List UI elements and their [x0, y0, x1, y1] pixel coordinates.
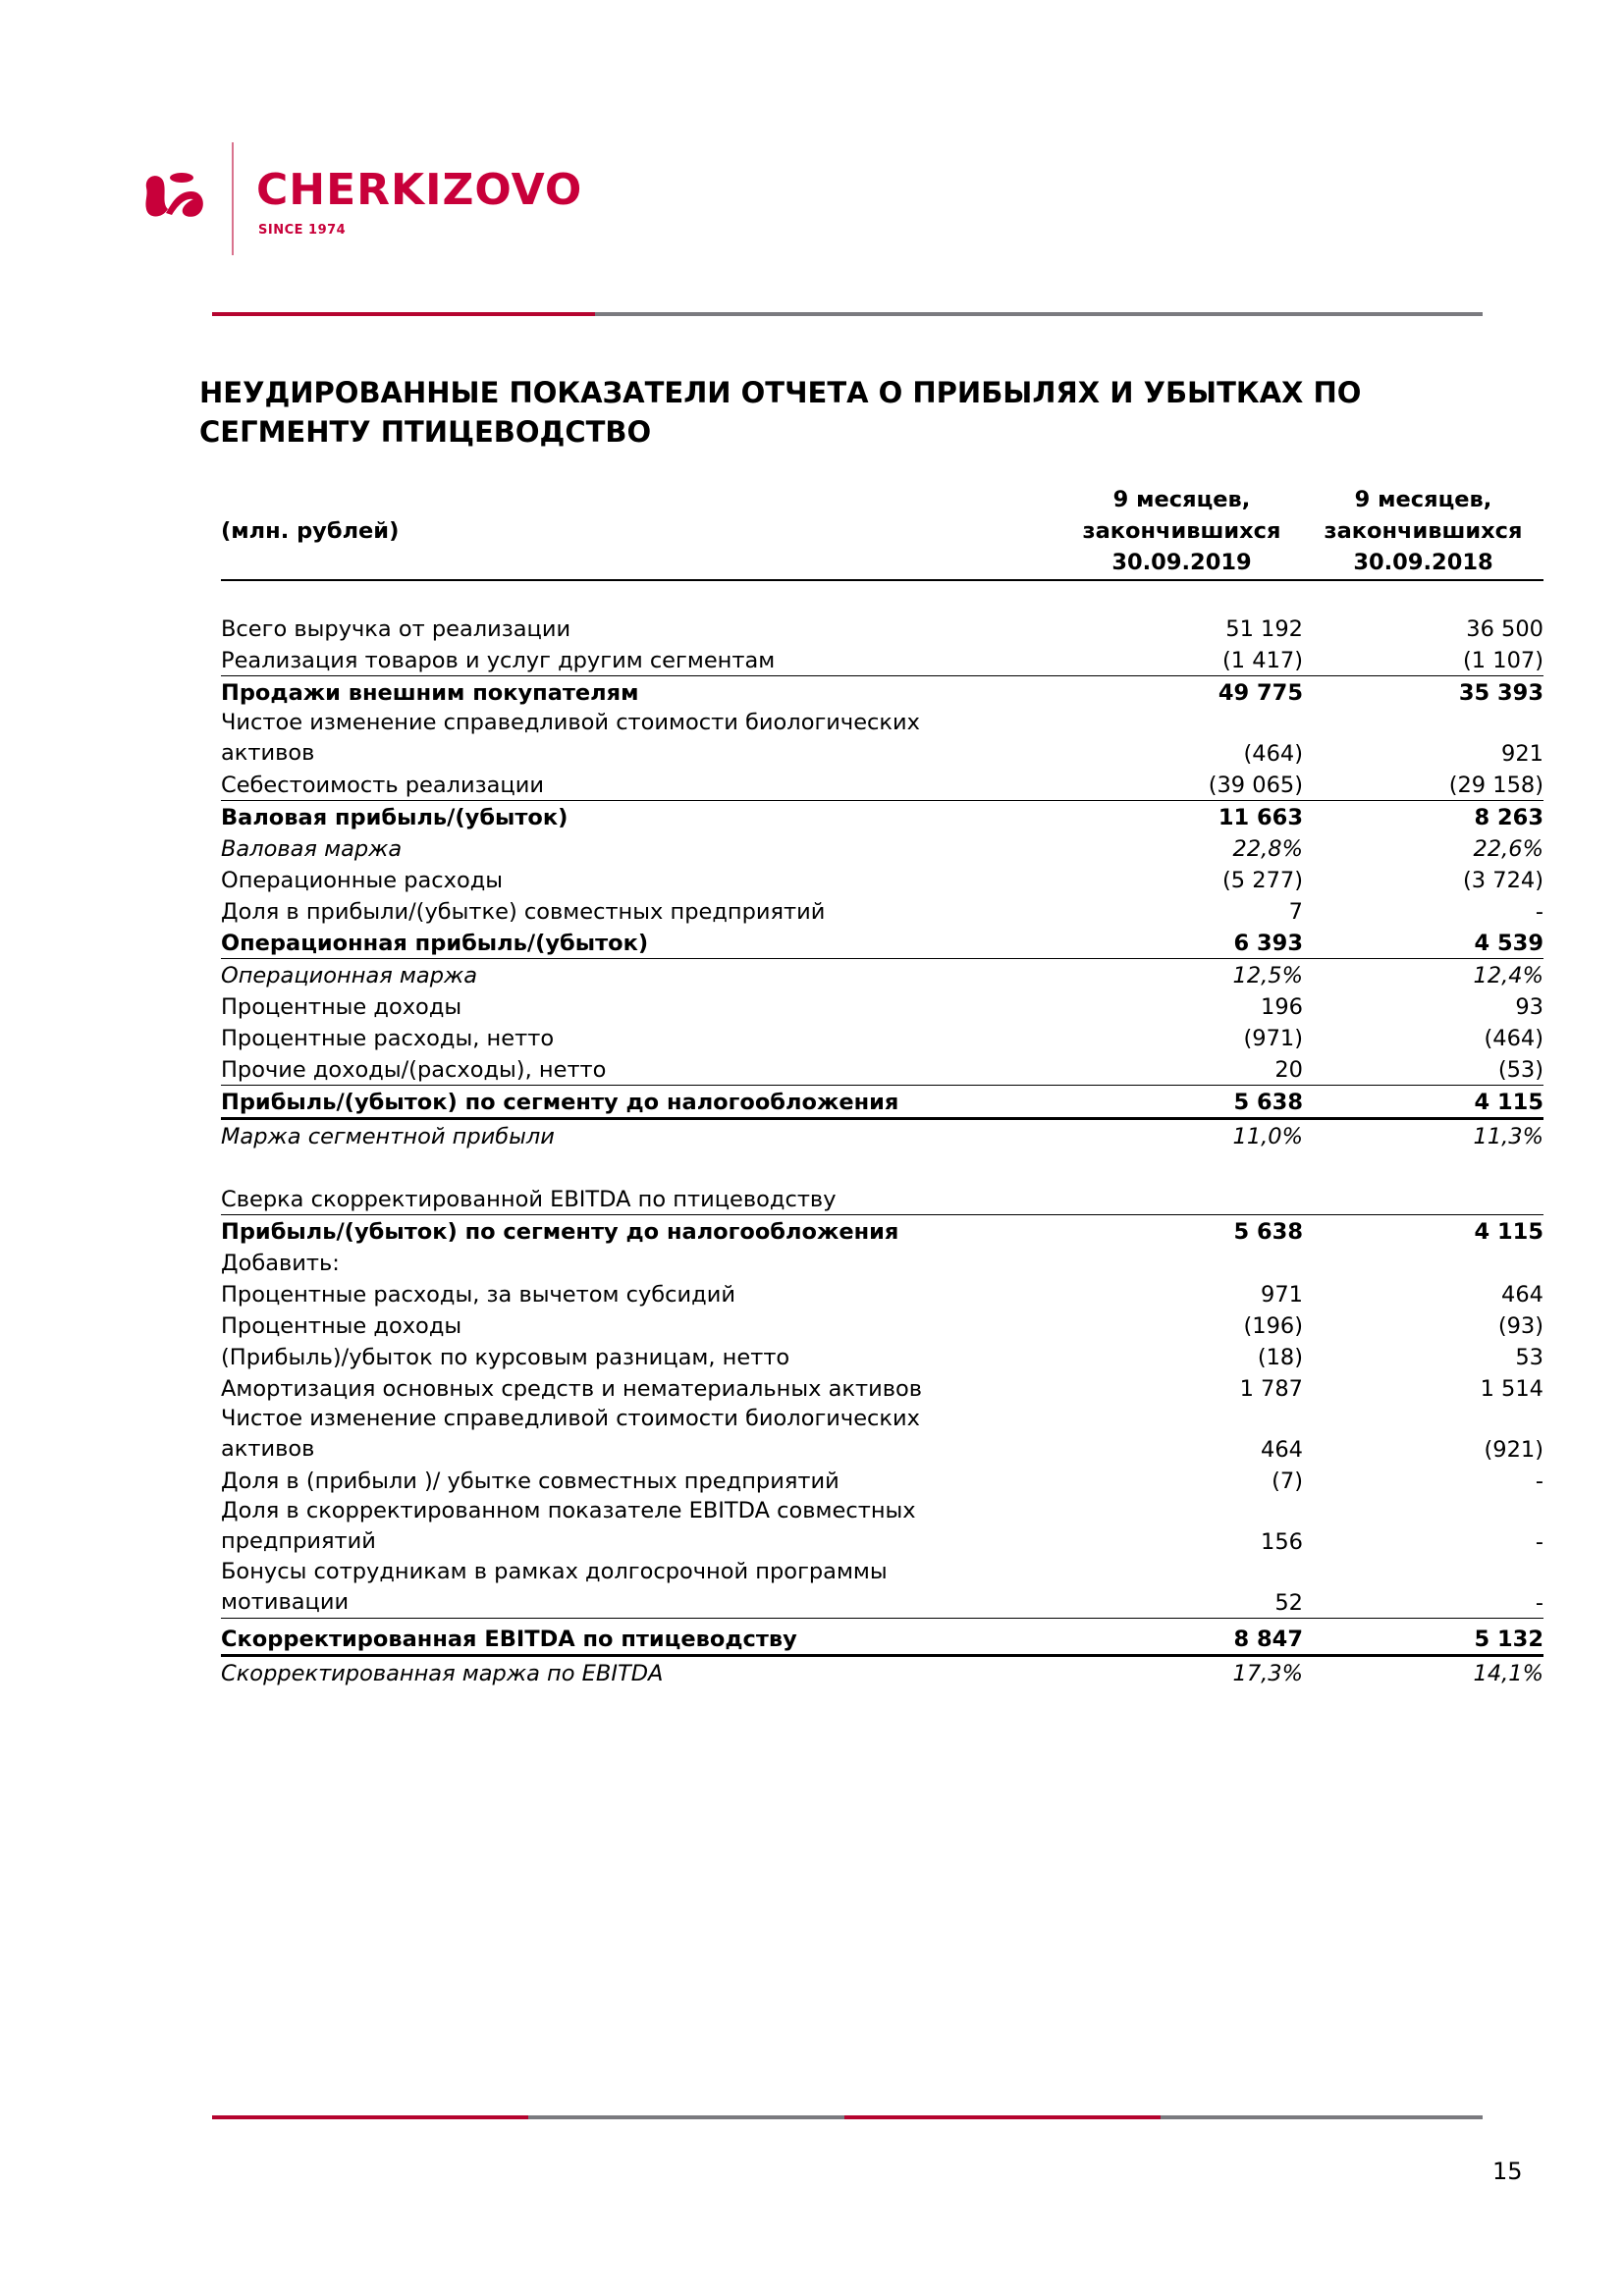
table-row: Процентные расходы, за вычетом субсидий 971 464: [221, 1282, 1543, 1308]
table-row: Процентные расходы, нетто (971) (464): [221, 1026, 1543, 1051]
table-row: Прочие доходы/(расходы), нетто 20 (53): [221, 1057, 1543, 1083]
column-header-2018: 9 месяцев,: [1354, 487, 1492, 512]
title-line-1: НЕУДИРОВАННЫЕ ПОКАЗАТЕЛИ ОТЧЕТА О ПРИБЫЛЯХ И УБЫТКАХ ПО: [199, 376, 1362, 409]
page-title: [199, 373, 1476, 452]
table-row: (Прибыль)/убыток по курсовым разницам, нетто (18) 53: [221, 1345, 1543, 1370]
table-row-total: Скорректированная EBITDA по птицеводству 8 847 5 132: [221, 1619, 1543, 1656]
table-row-total: Прибыль/(убыток) по сегменту до налогообложения 5 638 4 115: [221, 1086, 1543, 1119]
table-row: Процентные доходы (196) (93): [221, 1313, 1543, 1339]
unit-label: (млн. рублей): [221, 518, 400, 544]
cherkizovo-logo-icon: [142, 170, 211, 219]
table-row: Амортизация основных средств и нематериальных активов 1 787 1 514: [221, 1376, 1543, 1402]
company-logo: [142, 142, 653, 260]
table-row-margin: Скорректированная маржа по EBITDA 17,3% 14,1%: [221, 1661, 1543, 1686]
table-row: Доля в прибыли/(убытке) совместных предприятий 7 -: [221, 899, 1543, 925]
table-row-subtotal: Валовая прибыль/(убыток) 11 663 8 263: [221, 801, 1543, 833]
title-line-2: СЕГМЕНТУ ПТИЦЕВОДСТВО: [199, 415, 652, 449]
table-row: Процентные доходы 196 93: [221, 994, 1543, 1020]
footer-bar-gray-1: [528, 2115, 844, 2119]
logo-divider: [232, 142, 234, 255]
logo-wordmark: CHERKIZOVO: [256, 165, 583, 215]
income-statement-table: 9 месяцев, 9 месяцев, (млн. рублей) закончившихся закончившихся 30.09.2019 30.09.2018 Всего выручка от реализации 51 192 36 500 Реализация товаров и услуг другим сегментам (1 417) (1 107) Продажи внешним покупателям 49 775 35 393 Чистое изменение справедливой стоимости биологических активов (464) 921 Себестоимость реализации (39 065) (29 158) Валовая прибыль/(убыток) 11 663 8 263 Валовая маржа 22,8% 22,6% Операционные расходы (5 277) (3 724) Доля в прибыли/(убытке) совместных предприятий 7 - Операционная прибыль/(убыток) 6 393 4 539 Операционная маржа 12,5% 12,4% Процентные доходы 196 93 Процентные расходы, нетто (971) (464) Прочие доходы/(расходы), нетто 20 (53) Прибыль/(убыток) по сегменту до налогообложения 5 638 4 115 Маржа сегментной прибыли 11,0% 11,3% Сверка скорректированной EBITDA по птицеводству Прибыль/(убыток) по сегменту до налогообложения 5 638 4 115 Добавить: Процентные расходы, за вычетом субсидий 971 464 Процентные доходы (196) (93) (Прибыль)/убыток по курсовым разницам, нетто (18) 53 Амортизация основных средств и нематериальных активов 1 787 1 514 Чистое изменение справедливой стоимости биологических активов 464 (921) Доля в (прибыли )/ убытке совместных предприятий (7) - Доля в скорректированном показателе EBITDA совместных предприятий 156 - Бонусы сотрудникам в рамках долгосрочной программы мотивации 52 - Скорректированная EBITDA по птицеводству 8 847 5 132 Скорректированная маржа по EBITDA 17,3% 14,1%: [221, 483, 1543, 1688]
table-row-margin: Валовая маржа 22,8% 22,6%: [221, 836, 1543, 862]
column-header-2019: 9 месяцев,: [1112, 487, 1251, 512]
table-row-subtotal: Продажи внешним покупателям 49 775 35 393: [221, 676, 1543, 709]
table-row: Операционные расходы (5 277) (3 724): [221, 868, 1543, 893]
footer-bar-red-1: [212, 2115, 528, 2119]
table-row-subtotal: Прибыль/(убыток) по сегменту до налогообложения 5 638 4 115: [221, 1219, 1543, 1245]
table-row: Доля в скорректированном показателе EBITDA совместных предприятий 156 -: [221, 1498, 1543, 1555]
table-row: Бонусы сотрудникам в рамках долгосрочной программы мотивации 52 -: [221, 1559, 1543, 1616]
table-row: Себестоимость реализации (39 065) (29 158): [221, 773, 1543, 798]
logo-tagline: SINCE 1974: [258, 223, 347, 238]
table-row-margin: Маржа сегментной прибыли 11,0% 11,3%: [221, 1124, 1543, 1149]
table-row: Реализация товаров и услуг другим сегментам (1 417) (1 107): [221, 648, 1543, 673]
page-number: 15: [1492, 2158, 1523, 2185]
table-row: Всего выручка от реализации 51 192 36 500: [221, 616, 1543, 642]
table-row-subtotal: Операционная прибыль/(убыток) 6 393 4 539: [221, 927, 1543, 959]
table-row: Доля в (прибыли )/ убытке совместных предприятий (7) -: [221, 1468, 1543, 1494]
table-row: Чистое изменение справедливой стоимости биологических активов (464) 921: [221, 710, 1543, 767]
header-bar-gray: [595, 312, 1483, 316]
header-bar-red: [212, 312, 595, 316]
table-row: Добавить:: [221, 1251, 340, 1276]
table-header-row: [221, 483, 1543, 514]
reconciliation-heading: Сверка скорректированной EBITDA по птицеводству: [221, 1183, 1060, 1215]
reconciliation-heading-row: [221, 1183, 1543, 1215]
table-row-margin: Операционная маржа 12,5% 12,4%: [221, 963, 1543, 988]
table-row: Чистое изменение справедливой стоимости биологических активов 464 (921): [221, 1406, 1543, 1463]
footer-bar-red-2: [844, 2115, 1161, 2119]
footer-bar-gray-2: [1161, 2115, 1483, 2119]
